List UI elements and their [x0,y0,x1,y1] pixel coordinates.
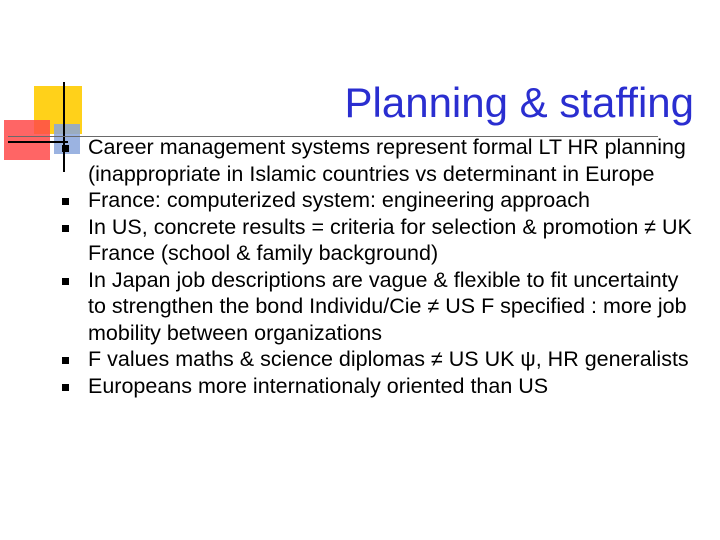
square-bullet-icon [62,225,69,232]
bullet-text: In Japan job descriptions are vague & flexible to fit uncertainty to strengthen the bond Individu/Cie ≠ US F specified : more job mobility between organizations [88,267,687,345]
square-bullet-icon [62,384,69,391]
bullet-item [62,346,702,373]
decorative-red-square [4,120,50,160]
square-bullet-icon [62,357,69,364]
bullet-item [62,134,702,187]
bullet-item [62,267,702,347]
bullet-text: Europeans more internationaly oriented than US [88,373,549,398]
slide-title: Planning & staffing [344,79,694,126]
bullet-list [62,134,702,399]
bullet-text: Career management systems represent formal LT HR planning (inappropriate in Islamic countries vs determinant in Europe [88,135,686,186]
bullet-item [62,187,702,214]
square-bullet-icon [62,145,69,152]
bullet-text: France: computerized system: engineering approach [88,188,590,212]
square-bullet-icon [62,198,69,205]
bullet-item [62,214,702,267]
decorative-short-line [8,141,68,143]
bullet-item [62,373,702,400]
square-bullet-icon [62,278,69,285]
bullet-text: F values maths & science diplomas ≠ US UK ψ, HR generalists [88,347,689,371]
bullet-text: In US, concrete results = criteria for selection & promotion ≠ UK France (school & family background) [88,214,692,265]
